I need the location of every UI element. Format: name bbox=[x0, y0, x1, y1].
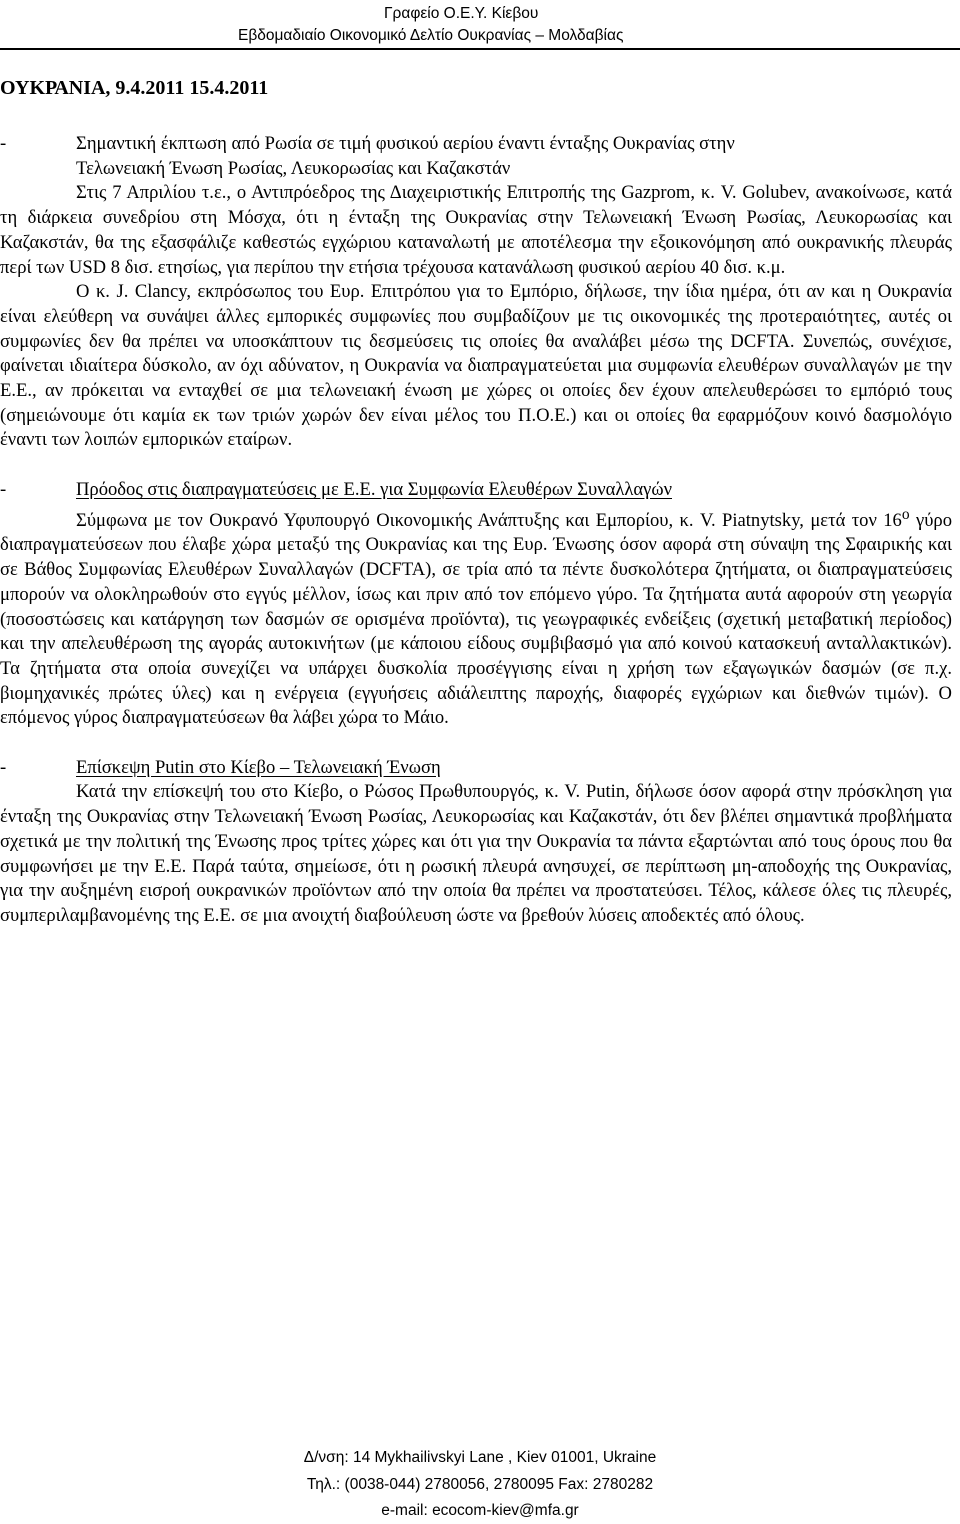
spacer bbox=[0, 731, 952, 756]
section-2-text-rest: γύρο διαπραγματεύσεων που έλαβε χώρα μεταξύ της Ουκρανίας και της Ευρ. Ένωσης όσον αφορά στη σύναψη της Σφαιρικής και σε Βάθος Συμφωνίας Ελευθέρων Συναλλαγών (DCFTA), σε τρία από τα πέντε δυσκολότερα ζητήματα, οι διαπραγματεύσεις μπορούν να ολοκληρωθούν στο εγγύς μέλλον, ίσως και πριν από τον επόμενο γύρο. Τα ζητήματα αυτά αφορούν στη γεωργία (ποσοστώσεις και κατάργηση των δασμών σε ορισμένα προϊόντα), τις γεωγραφικές ενδείξεις (σχετική μεταβατική περίοδος) και την απελευθέρωση της αγοράς αυτοκινήτων (με κάποιου είδους συμβιβασμό για από κοινού κατασκευή ανταλλακτικών). Τα ζητήματα στα οποία συνεχίζει να υπάρχει δυσκολία προσέγγισης είναι η χρήση των εξαγωγικών δασμών (σε π.χ. βιομηχανικές πρώτες ύλες) και η ενέργεια (εγγυήσεις αδιάλειπτης παροχής, διαφορές εγχώριων και διεθνών τιμών). Ο επόμενος γύρος διαπραγματεύσεων θα λάβει χώρα το Μάιο. bbox=[0, 509, 952, 729]
ordinal-superscript: ο bbox=[901, 505, 910, 523]
section-2-bullet: - bbox=[0, 478, 7, 500]
section-3-heading bbox=[0, 756, 952, 781]
section-1-paragraph-1: Στις 7 Απριλίου τ.ε., ο Αντιπρόεδρος της Διαχειριστικής Επιτροπής της Gazprom, κ. V. Golubev, ανακοίνωσε, κατά τη διάρκεια συνεδρίου στη Μόσχα, ότι η ένταξη της Ουκρανίας στην Τελωνειακή Ένωση Ρωσίας, Λευκορωσίας και Καζακστάν, θα της εξασφάλιζε καθεστώς εγχώριου καταναλωτή με αποτέλεσμα την εξοικονόμηση από ουκρανικής πλευράς περί των USD 8 δισ. ετησίως, για περίπου την ετήσια τρέχουσα κατανάλωση φυσικού αερίου 40 δισ. κ.μ. bbox=[0, 182, 952, 278]
section-2-text-start: Σύμφωνα με τον Ουκρανό Υφυπουργό Οικονομικής Ανάπτυξης και Εμπορίου, κ. V. Piatnytsky, μετά τον 16 bbox=[76, 509, 902, 531]
footer-email: e-mail: ecocom-kiev@mfa.gr bbox=[381, 1502, 579, 1519]
section-3-title: Επίσκεψη Putin στο Κίεβο – Τελωνειακή Ένωση bbox=[76, 756, 441, 778]
document-body bbox=[0, 132, 952, 929]
footer-address: Δ/νση: 14 Mykhailivskyi Lane , Kiev 01001, Ukraine bbox=[303, 1449, 657, 1466]
header-office: Γραφείο Ο.Ε.Υ. Κίεβου bbox=[384, 5, 539, 22]
document-title: ΟΥΚΡΑΝΙΑ, 9.4.2011 15.4.2011 bbox=[0, 77, 269, 99]
section-2-title: Πρόοδος στις διαπραγματεύσεις με Ε.Ε. για Συμφωνία Ελευθέρων Συναλλαγών bbox=[76, 478, 672, 500]
section-3-paragraph: Κατά την επίσκεψή του στο Κίεβο, ο Ρώσος Πρωθυπουργός, κ. V. Putin, δήλωσε όσον αφορά στην πρόσκληση για ένταξη της Ουκρανίας στην Τελωνειακή Ένωση Ρωσίας, Λευκορωσίας και Καζακστάν, ότι δεν βλέπει σημαντικά προβλήματα σχετικά με την πολιτική της Ένωσης προς τρίτες χώρες και ότι για την Ουκρανία τα πάντα εξαρτώνται από τους όρους που θα συμφωνήσει με την Ε.Ε. Παρά ταύτα, σημείωσε, ότι η ρωσική πλευρά ανησυχεί, σε περίπτωση μη-αποδοχής της Ουκρανίας, για την αυξημένη εισροή ουκρανικών προϊόντων από την οποία θα πρέπει να προστατεύσει. Τέλος, κάλεσε όλες τις πλευρές, συμπεριλαμβανομένης της Ε.Ε. σε μια ανοιχτή διαβούλευση ώστε να βρεθούν λύσεις αποδεκτές από όλους. bbox=[0, 781, 952, 926]
header-divider bbox=[0, 48, 960, 50]
header-bulletin: Εβδομαδιαίο Οικονομικό Δελτίο Ουκρανίας – Μολδαβίας bbox=[238, 27, 624, 44]
section-1-heading bbox=[0, 132, 952, 157]
section-3-bullet: - bbox=[0, 756, 7, 778]
section-1-bullet: - bbox=[0, 133, 7, 154]
spacer bbox=[0, 453, 952, 478]
footer-phones: Τηλ.: (0038-044) 2780056, 2780095 Fax: 2780282 bbox=[306, 1476, 654, 1493]
section-2-heading bbox=[0, 478, 952, 503]
section-1-title-line1: Σημαντική έκπτωση από Ρωσία σε τιμή φυσικού αερίου έναντι ένταξης Ουκρανίας στην bbox=[76, 133, 735, 154]
section-1-paragraph-2: Ο κ. J. Clancy, εκπρόσωπος του Ευρ. Επιτρόπου για το Εμπόριο, δήλωσε, την ίδια ημέρα, ότι αν και η Ουκρανία είναι ελεύθερη να συνάψει άλλες εμπορικές συμφωνίες που συμβαδίζουν με τις οικονομικές της προτεραιότητες, αυτές οι συμφωνίες δεν θα πρέπει να υποσκάπτουν τις δεσμεύσεις τις οποίες θα αναλάβει μέσω της DCFTA. Συνεπώς, συνέχισε, φαίνεται ιδιαίτερα δύσκολο, αν όχι αδύνατον, η Ουκρανία να διαπραγματεύεται μια συμφωνία ελευθέρων συναλλαγών με την Ε.Ε., αν πρόκειται να ενταχθεί σε μια τελωνειακή ένωση με χώρες οι οποίες δεν έχουν απελευθερώσει το εμπόριό τους (σημειώνουμε ότι καμία εκ των τριών χωρών δεν είναι μέλος του Π.Ο.Ε.) και οι οποίες θα εφαρμόζουν κοινό δασμολόγιο έναντι των λοιπών εμπορικών εταίρων. bbox=[0, 281, 952, 451]
section-1-title-line2: Τελωνειακή Ένωση Ρωσίας, Λευκορωσίας και Καζακστάν bbox=[76, 157, 511, 179]
section-2-paragraph bbox=[0, 503, 952, 732]
